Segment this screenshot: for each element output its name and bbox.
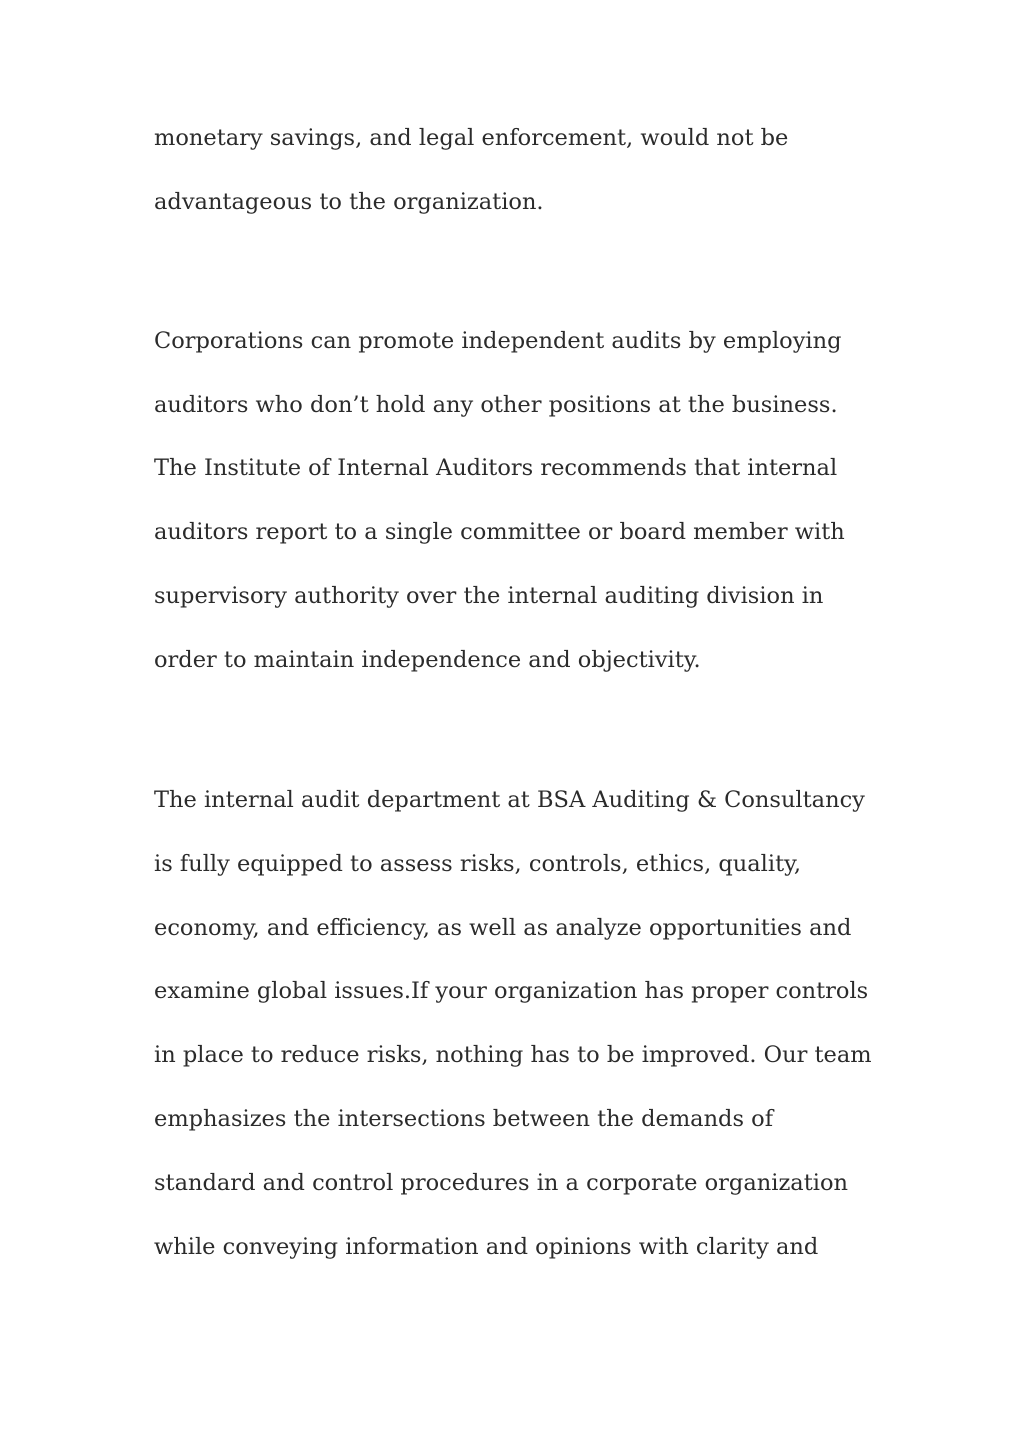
text-line: examine global issues.If your organization has proper controls bbox=[154, 978, 869, 1004]
text-line: auditors who don’t hold any other positions at the business. bbox=[154, 392, 838, 418]
text-line: monetary savings, and legal enforcement, would not be bbox=[154, 125, 789, 151]
text-line: standard and control procedures in a corporate organization bbox=[154, 1170, 848, 1196]
text-line: Corporations can promote independent audits by employing bbox=[154, 328, 842, 354]
text-line: in place to reduce risks, nothing has to be improved. Our team bbox=[154, 1042, 872, 1068]
text-line: The internal audit department at BSA Auditing & Consultancy bbox=[154, 787, 865, 813]
text-line: The Institute of Internal Auditors recommends that internal bbox=[154, 455, 838, 481]
text-line: while conveying information and opinions with clarity and bbox=[154, 1234, 819, 1260]
text-line: supervisory authority over the internal auditing division in bbox=[154, 583, 824, 609]
text-line: order to maintain independence and objectivity. bbox=[154, 647, 701, 673]
text-line: advantageous to the organization. bbox=[154, 189, 544, 215]
text-line: is fully equipped to assess risks, controls, ethics, quality, bbox=[154, 851, 801, 877]
text-line: auditors report to a single committee or board member with bbox=[154, 519, 845, 545]
text-line: emphasizes the intersections between the demands of bbox=[154, 1106, 774, 1132]
text-line: economy, and efficiency, as well as analyze opportunities and bbox=[154, 915, 852, 941]
